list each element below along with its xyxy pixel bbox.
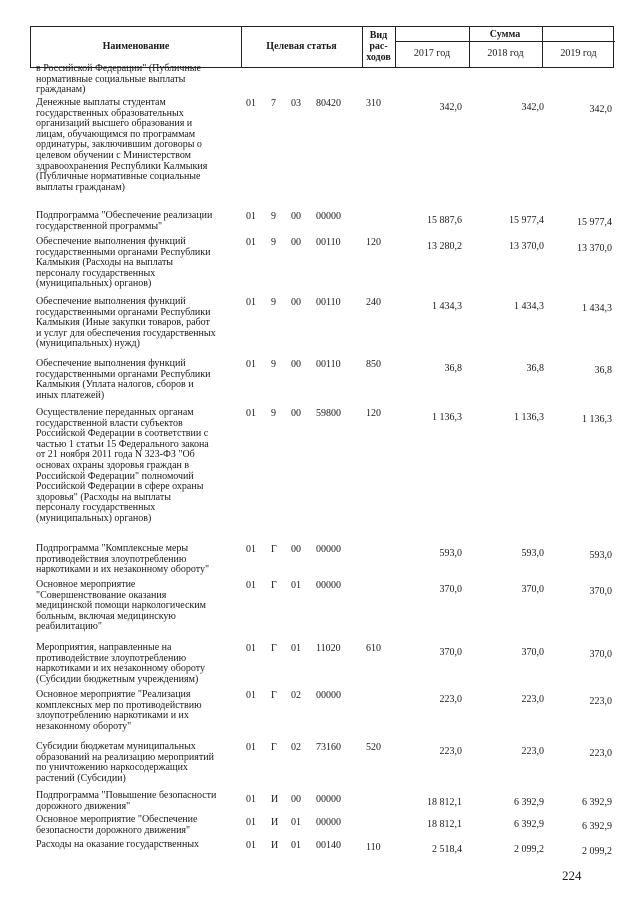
header-year-2019: 2019 год: [560, 48, 597, 59]
row-code-3: 03: [291, 98, 301, 109]
row-sum-2017: 1 136,3: [432, 412, 462, 423]
row-name: Мероприятия, направленные на противодействие злоупотреблению наркотиками и их незаконному обороту (Субсидии бюджетным учреждениям): [36, 642, 205, 685]
row-sum-2019: 36,8: [594, 365, 612, 376]
row-sum-2017: 13 280,2: [427, 241, 462, 252]
row-code-3: 01: [291, 817, 301, 828]
header-expense-type: Вид рас- ходов: [366, 30, 391, 63]
row-code-1: 01: [246, 643, 256, 654]
row-sum-2017: 223,0: [439, 746, 462, 757]
row-sum-2018: 370,0: [521, 647, 544, 658]
row-sum-2018: 1 434,3: [514, 301, 544, 312]
row-sum-2017: 370,0: [439, 647, 462, 658]
row-sum-2018: 223,0: [521, 694, 544, 705]
page-number: 224: [562, 868, 582, 883]
row-code-2: 9: [271, 408, 276, 419]
row-code-4: 59800: [316, 408, 341, 419]
row-sum-2019: 223,0: [589, 748, 612, 759]
row-code-1: 01: [246, 297, 256, 308]
row-sum-2018: 223,0: [521, 746, 544, 757]
row-code-2: И: [271, 817, 279, 828]
row-code-1: 01: [246, 580, 256, 591]
row-code-4: 00110: [316, 297, 341, 308]
row-code-1: 01: [246, 817, 256, 828]
row-code-1: 01: [246, 237, 256, 248]
row-expense-type: 240: [366, 297, 381, 308]
row-sum-2019: 370,0: [589, 649, 612, 660]
row-sum-2017: 593,0: [439, 548, 462, 559]
row-code-1: 01: [246, 211, 256, 222]
row-sum-2019: 1 434,3: [582, 303, 612, 314]
header-name: Наименование: [102, 41, 170, 52]
row-sum-2018: 342,0: [521, 102, 544, 113]
header-year-2018: 2018 год: [487, 48, 524, 59]
row-sum-2019: 15 977,4: [577, 217, 612, 228]
row-code-3: 00: [291, 211, 301, 222]
row-code-3: 00: [291, 237, 301, 248]
row-code-3: 02: [291, 690, 301, 701]
row-code-4: 00000: [316, 794, 341, 805]
row-expense-type: 120: [366, 237, 381, 248]
row-name: Денежные выплаты студентам государственных образовательных организаций высшего образования и лицам, обучающимся по программам ординатуры, заключившим договоры о целевом обучении с Министерством здравоохранения Республики Калмыкия (Публичные нормативные социальные выплаты гражданам): [36, 97, 208, 193]
row-expense-type: 610: [366, 643, 381, 654]
row-sum-2019: 6 392,9: [582, 821, 612, 832]
row-sum-2017: 2 518,4: [432, 844, 462, 855]
row-code-4: 00110: [316, 359, 341, 370]
row-code-3: 01: [291, 840, 301, 851]
row-sum-2019: 1 136,3: [582, 414, 612, 425]
row-expense-type: 850: [366, 359, 381, 370]
row-code-1: 01: [246, 690, 256, 701]
row-expense-type: 310: [366, 98, 381, 109]
row-code-2: Г: [271, 643, 277, 654]
row-code-4: 00000: [316, 211, 341, 222]
row-name: Расходы на оказание государственных: [36, 839, 200, 850]
row-code-2: 7: [271, 98, 276, 109]
row-code-4: 00000: [316, 544, 341, 555]
row-sum-2017: 15 887,6: [427, 215, 462, 226]
row-code-2: 9: [271, 211, 276, 222]
table-header: [30, 26, 614, 68]
row-code-4: 80420: [316, 98, 341, 109]
row-code-3: 00: [291, 794, 301, 805]
row-name: Субсидии бюджетам муниципальных образований на реализацию мероприятий по уничтожению наркосодержащих растений (Субсидии): [36, 741, 214, 784]
row-sum-2017: 223,0: [439, 694, 462, 705]
row-code-4: 73160: [316, 742, 341, 753]
row-code-2: Г: [271, 742, 277, 753]
row-code-3: 00: [291, 359, 301, 370]
row-name: Основное мероприятие "Реализация комплексных мер по противодействию злоупотреблению наркотиками и их незаконному обороту": [36, 689, 202, 732]
row-code-1: 01: [246, 98, 256, 109]
row-sum-2018: 15 977,4: [509, 215, 544, 226]
row-code-3: 00: [291, 297, 301, 308]
row-name: Обеспечение выполнения функций государственными органами Республики Калмыкия (Расходы на выплаты персоналу государственных (муниципальных) органов): [36, 236, 211, 290]
row-name: Подпрограмма "Повышение безопасности дорожного движения": [36, 790, 217, 812]
row-sum-2017: 1 434,3: [432, 301, 462, 312]
row-name: Осуществление переданных органам государственной власти субъектов Российской Федерации в соответствии с частью 1 статьи 15 Федерального закона от 21 ноября 2011 года N 323-ФЗ "Об основах охраны здоровья граждан в Российской Федерации" полномочий Российской Федерации в сфере охраны здоровья" (Расходы на выплаты персоналу государственных (муниципальных) органов): [36, 407, 209, 524]
row-code-2: Г: [271, 580, 277, 591]
row-name: Обеспечение выполнения функций государственными органами Республики Калмыкия (Иные закупки товаров, работ и услуг для обеспечения государственных (муниципальных) нужд): [36, 296, 216, 350]
row-expense-type: 110: [366, 842, 381, 853]
row-sum-2019: 2 099,2: [582, 846, 612, 857]
row-sum-2018: 370,0: [521, 584, 544, 595]
row-sum-2017: 36,8: [444, 363, 462, 374]
row-code-3: 00: [291, 544, 301, 555]
row-sum-2019: 13 370,0: [577, 243, 612, 254]
row-sum-2018: 36,8: [526, 363, 544, 374]
row-sum-2018: 1 136,3: [514, 412, 544, 423]
row-code-1: 01: [246, 794, 256, 805]
row-code-1: 01: [246, 359, 256, 370]
row-sum-2018: 2 099,2: [514, 844, 544, 855]
row-code-4: 00000: [316, 690, 341, 701]
row-sum-2019: 370,0: [589, 586, 612, 597]
row-code-2: Г: [271, 544, 277, 555]
row-name: Основное мероприятие "Совершенствование оказания медицинской помощи наркологическим больным, включая медицинскую реабилитацию": [36, 579, 206, 633]
row-sum-2017: 18 812,1: [427, 819, 462, 830]
row-sum-2019: 6 392,9: [582, 797, 612, 808]
row-name: Подпрограмма "Обеспечение реализации государственной программы": [36, 210, 213, 232]
row-sum-2017: 370,0: [439, 584, 462, 595]
row-code-4: 00110: [316, 237, 341, 248]
row-name: Подпрограмма "Комплексные меры противодействия злоупотреблению наркотиками и их незаконному обороту": [36, 543, 210, 576]
row-sum-2017: 18 812,1: [427, 797, 462, 808]
row-name: Основное мероприятие "Обеспечение безопасности дорожного движения": [36, 814, 198, 836]
row-code-4: 00000: [316, 580, 341, 591]
header-year-2017: 2017 год: [413, 48, 451, 59]
row-code-2: 9: [271, 237, 276, 248]
row-code-4: 00000: [316, 817, 341, 828]
row-expense-type: 520: [366, 742, 381, 753]
row-code-3: 01: [291, 643, 301, 654]
row-code-4: 11020: [316, 643, 341, 654]
row-code-2: И: [271, 794, 279, 805]
row-sum-2017: 342,0: [439, 102, 462, 113]
row-code-1: 01: [246, 408, 256, 419]
row-expense-type: 120: [366, 408, 381, 419]
row-code-1: 01: [246, 742, 256, 753]
row-code-2: 9: [271, 359, 276, 370]
row-code-3: 01: [291, 580, 301, 591]
row-code-2: Г: [271, 690, 277, 701]
row-code-2: И: [271, 840, 279, 851]
row-name: в Российской Федерации" (Публичные нормативные социальные выплаты гражданам): [36, 63, 201, 96]
row-code-3: 00: [291, 408, 301, 419]
row-name: Обеспечение выполнения функций государственными органами Республики Калмыкия (Уплата налогов, сборов и иных платежей): [36, 358, 211, 401]
row-sum-2018: 13 370,0: [509, 241, 544, 252]
row-sum-2019: 342,0: [589, 104, 612, 115]
row-sum-2018: 6 392,9: [514, 819, 544, 830]
row-sum-2019: 223,0: [589, 696, 612, 707]
row-sum-2019: 593,0: [589, 550, 612, 561]
row-code-3: 02: [291, 742, 301, 753]
row-code-4: 00140: [316, 840, 341, 851]
row-sum-2018: 593,0: [521, 548, 544, 559]
header-target-article: Целевая статья: [266, 41, 337, 52]
row-sum-2018: 6 392,9: [514, 797, 544, 808]
row-code-1: 01: [246, 544, 256, 555]
row-code-1: 01: [246, 840, 256, 851]
row-code-2: 9: [271, 297, 276, 308]
header-sum: Сумма: [489, 29, 521, 40]
